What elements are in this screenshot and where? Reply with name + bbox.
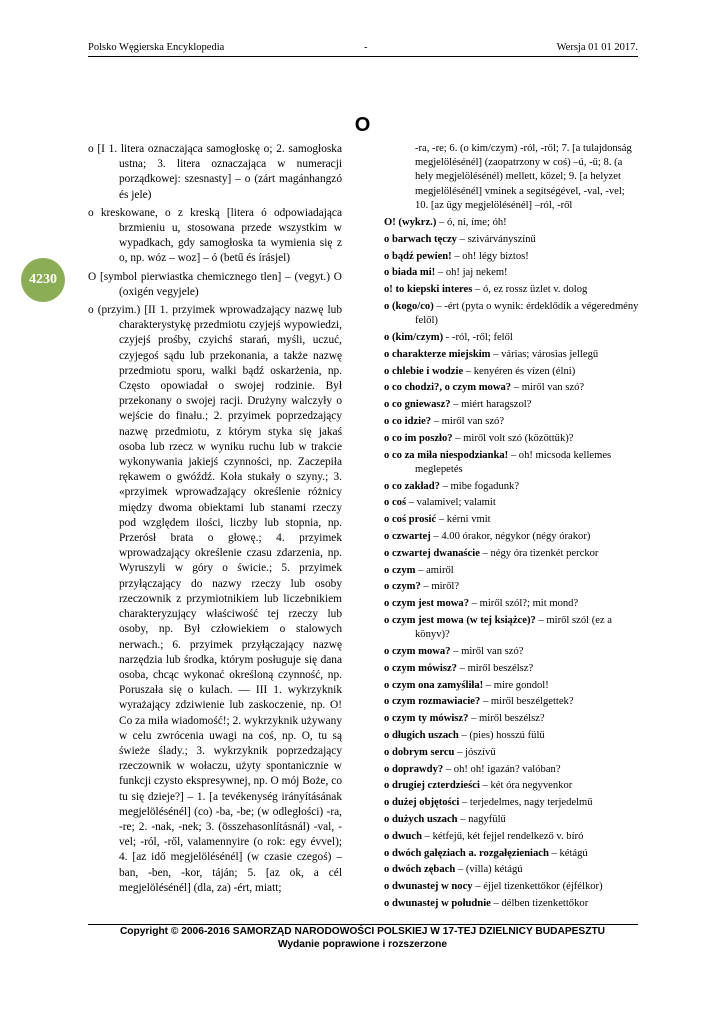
dictionary-entry: O! (wykrz.) – ó, ni, íme; óh!	[384, 217, 507, 229]
dictionary-entry: o czwartej – 4.00 órakor, négykor (négy órakor)	[384, 530, 591, 542]
footer-rule	[88, 924, 638, 925]
header-rule	[88, 56, 638, 57]
header-version: Wersja 01 01 2017.	[556, 42, 638, 53]
dictionary-entry: O [symbol pierwiastka chemicznego tlen] – (vegyt.) O (oxigén vegyjele)	[88, 270, 342, 298]
dictionary-entry: o drugiej czterdzieści – két óra negyvenkor	[384, 780, 573, 792]
footer-copyright: Copyright © 2006-2016 SAMORZĄD NARODOWOŚCI POLSKIEJ W 17-TEJ DZIELNICY BUDAPESZTU	[119, 926, 606, 937]
dictionary-entry: o doprawdy? – oh! oh! igazán? valóban?	[384, 763, 561, 775]
dictionary-entry: o czym? – miről?	[384, 581, 460, 593]
dictionary-entry: o co za miła niespodzianka! – oh! micsoda kellemes meglepetés	[384, 449, 612, 475]
dictionary-entry: o kreskowane, o z kreską [litera ó odpowiadająca brzmieniu u, stosowana przede wszystkim w wypadkach, gdy samogłoska ta wymienia się z o, np. wóz – woz] – ó (betű és írásjel)	[88, 206, 342, 265]
dictionary-entry: o czym mowa? – miről van szó?	[384, 645, 524, 657]
header-separator: -	[364, 42, 368, 53]
dictionary-entry: o (przyim.) [II 1. przyimek wprowadzający nazwę lub charakterystykę przedmiotu czyjejś wypowiedzi, czyjejś prośby, czyichś starań, myśli, uczuć, czyjegoś sądu lub przekonania, a także nazwę przedmiotu sporu, walki bądź oskarżenia, np. Często opowiadał o swojej rodzinie. Był przekonany o swojej racji. Drużyny walczyły o wejście do finału.; 2. przyimek poprzedzający nazwę przedmiotu, z którym styka się jakaś osoba lub rzecz w wyniku ruchu lub w trakcie wykonywania jakiejś czynności, np. Zaczepiła rękawem o gwóźdź. Koła stukały o szyny.; 3. «przyimek wprowadzający określenie różnicy między dwoma obiektami lub stanami rzeczy pod względem ilości, liczby lub stopnia, np. Przerósł brata o głowę.; 4. przyimek wprowadzający określenie czasu zdarzenia, np. Wyruszyli w góry o świcie.; 5. przyimek przyłączający do nazwy rzeczy lub osoby rzeczownik z przymiotnikiem lub liczebnikiem charakteryzujący właściwość tej rzeczy lub osoby, np. Był człowiekiem o stalowych nerwach.; 6. przyimek przyłączający nazwę narzędzia lub środka, którym posługuje się dana osoba, chcąc wykonać określoną czynność, np. Poruszała się o kulach. — III 1. wykrzyknik wyrażający zdziwienie lub zaskoczenie, np. O! Co za miła wiadomość!; 2. wykrzyknik używany w celu zwrócenia uwagi na coś, np. O, tu są świeże ślady.; 3. wykrzyknik poprzedzający rzeczownik w wołaczu, użyty spontanicznie w funkcji czysto ekspresywnej, np. O mój Boże, co tu się dzieje?] – 1. [a tevékenység irányításának megjelölésénél] (co) -ba, -be; (w odległości) -ra, -re; 2. -nak, -nek; 3. (összehasonlításnál) -val, -vel; -ról, -ről, valamennyire (o rok: egy évvel); 4. [az idő megjelölésénél] (w czasie czegoś) –ban, -ben, -kor, táján; 5. [az ok, a cél megjelölésénél] (dla, za) -ért, miatt;	[88, 304, 342, 894]
dictionary-entry: o! to kiepski interes – ó, ez rossz üzlet v. dolog	[384, 284, 588, 296]
dictionary-entry: o co idzie? – miről van szó?	[384, 415, 505, 427]
dictionary-entry: o czym jest mowa (w tej książce)? – miről szól (ez a könyv)?	[384, 614, 612, 641]
section-letter: O	[354, 114, 371, 136]
dictionary-entry: o dużej objętości – terjedelmes, nagy terjedelmű	[384, 797, 593, 809]
dictionary-entry: o barwach tęczy – szivárványszínű	[384, 233, 536, 245]
dictionary-entry: o coś prosić – kérni vmit	[384, 514, 491, 526]
left-column	[88, 142, 342, 899]
dictionary-entry: o czym jest mowa? – miről szól?; mit mond?	[384, 598, 579, 610]
dictionary-entry: o co im poszło? – miről volt szó (közöttük)?	[384, 432, 574, 444]
dictionary-entry: o charakterze miejskim – várias; városias jellegű	[384, 348, 599, 360]
dictionary-entry: o bądź pewien! – oh! légy biztos!	[384, 250, 529, 262]
dictionary-entry: o długich uszach – (pies) hosszú fülű	[384, 729, 545, 741]
dictionary-entry: o czym rozmawiacie? – miről beszélgettek?	[384, 696, 574, 708]
dictionary-entry: o dwunastej w południe – délben tizenkettőkor	[384, 897, 589, 909]
dictionary-entry: o czym ona zamyśliła! – mire gondol!	[384, 679, 549, 691]
dictionary-entry: o dwóch zębach – (villa) kétágú	[384, 864, 523, 876]
dictionary-entry: o dwuch – kétfejű, két fejjel rendelkező v. bíró	[384, 830, 584, 842]
dictionary-entry: o dużych uszach – nagyfülű	[384, 813, 506, 825]
dictionary-entry: o co zakład? – mibe fogadunk?	[384, 480, 520, 492]
dictionary-entry: o (kogo/co) – -ért (pyta o wynik: érdeklődik a végeredmény felől)	[384, 301, 639, 327]
dictionary-entry: o co chodzi?, o czym mowa? – miről van szó?	[384, 382, 585, 394]
dictionary-entry: o czym mówisz? – miről beszélsz?	[384, 662, 534, 674]
header-title: Polsko Węgierska Encyklopedia	[88, 42, 225, 53]
footer-edition: Wydanie poprawione i rozszerzone	[277, 939, 448, 950]
dictionary-entry: o dwunastej w nocy – éjjel tizenkettőkor (éjfélkor)	[384, 881, 603, 893]
dictionary-entry: o (kim/czym) - -ról, -ről; felől	[384, 332, 513, 343]
dictionary-entry: o czym – amiről	[384, 564, 454, 576]
dictionary-entry: o czwartej dwanaście – négy óra tizenkét perckor	[384, 547, 599, 559]
dictionary-entry: o biada mi! – oh! jaj nekem!	[384, 267, 508, 279]
dictionary-entry: o czym ty mówisz? – miről beszélsz?	[384, 713, 545, 725]
dictionary-entry: o coś – valamivel; valamit	[384, 497, 496, 509]
right-column	[384, 142, 640, 914]
dictionary-entry: o [I 1. litera oznaczająca samogłoskę o; 2. samogłoska ustna; 3. litera oznaczająca w numeracji porządkowej: szesnasty] – o (zárt magánhangzó és jele)	[88, 143, 342, 201]
dictionary-entry: o dobrym sercu – jószívű	[384, 746, 496, 758]
page-header	[88, 42, 638, 56]
page-number-badge: 4230	[21, 258, 65, 302]
dictionary-entry: o co gniewasz? – miért haragszol?	[384, 399, 532, 411]
entry-continuation: -ra, -re; 6. (o kim/czym) -ról, -ről; 7. [a tulajdonság megjelölésénél] (zaopatrzony w coś) –ú, -ű; 8. (a hely megjelölésénél) mellett, közel; 9. [a helyzet megjelölésénél] vminek a segítségével, -val, -vel; 10. [az ügy megjelölésénél] –ról, -ről	[415, 143, 632, 211]
dictionary-entry: o chlebie i wodzie – kenyéren és vízen (élni)	[384, 365, 576, 377]
dictionary-entry: o dwóch gałęziach a. rozgałęzieniach – kétágú	[384, 847, 588, 859]
